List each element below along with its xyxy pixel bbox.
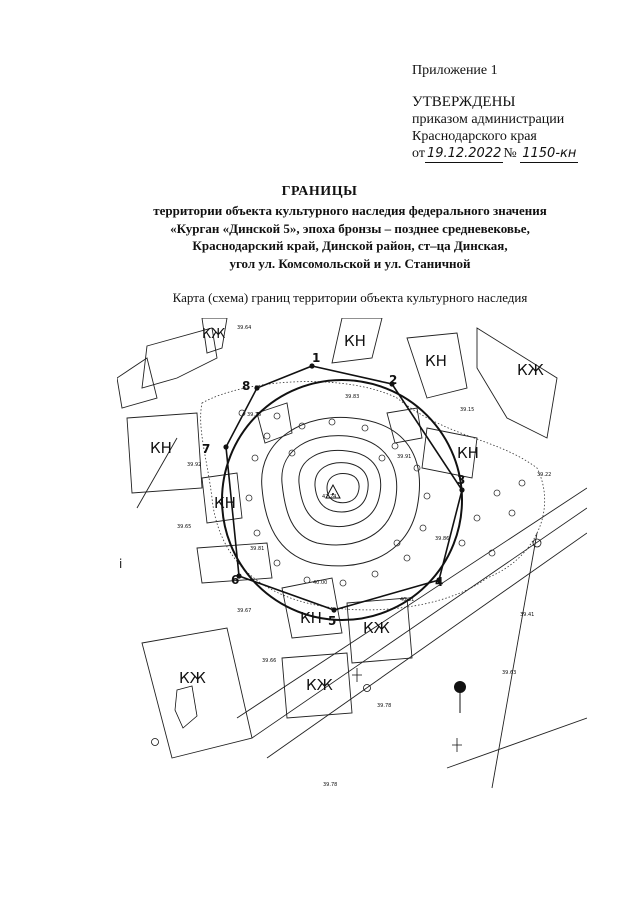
utility-symbol xyxy=(152,739,159,746)
number-sign: № xyxy=(503,146,517,161)
edge-mark: i xyxy=(119,557,123,571)
building-outline xyxy=(117,358,157,408)
elevation-label: 39.66 xyxy=(262,658,277,664)
elevation-label: 39.81 xyxy=(250,546,265,552)
boundary-point-label: 4 xyxy=(435,575,444,589)
tree-symbol xyxy=(392,443,398,449)
tree-symbol xyxy=(494,490,500,496)
page-title: ГРАНИЦЫ xyxy=(281,184,358,199)
boundary-point-label: 8 xyxy=(242,379,251,393)
tree-symbol xyxy=(420,525,426,531)
road-line xyxy=(447,718,587,768)
tree-symbol xyxy=(362,425,368,431)
subtitle-line: территории объекта культурного наследия федерального значения xyxy=(153,203,547,218)
elevation-label: 39.83 xyxy=(345,394,360,400)
elevation-label: 39.78 xyxy=(377,703,392,709)
boundary-point-label: 7 xyxy=(202,442,211,456)
building-outline xyxy=(142,628,252,758)
contour-line xyxy=(282,436,397,545)
tree-symbol xyxy=(509,510,515,516)
boundary-vertex xyxy=(254,385,259,390)
pole-symbol xyxy=(352,668,362,682)
elevation-label: 39.91 xyxy=(397,454,412,460)
subtitle xyxy=(100,202,600,272)
survey-marker xyxy=(454,681,466,693)
elevation-label: 39.67 xyxy=(237,608,252,614)
building-outline xyxy=(387,408,422,443)
building-type-label: КЖ xyxy=(306,676,333,694)
boundary-point-label: 2 xyxy=(389,373,398,387)
boundary-map xyxy=(117,318,587,798)
elevation-label: 39.86 xyxy=(435,536,450,542)
building-type-label: КЖ xyxy=(202,327,226,342)
tree-symbol xyxy=(289,450,295,456)
building-type-label: КН xyxy=(457,444,479,462)
boundary-polygon xyxy=(226,366,462,610)
road-line xyxy=(237,488,587,718)
approved-label: УТВЕРЖДЕНЫ xyxy=(412,94,516,110)
approval-date: 19.12.2022 xyxy=(426,146,502,161)
elevation-label: 40.00 xyxy=(313,580,328,586)
boundary-point-label: 1 xyxy=(312,351,321,365)
building-type-label: КЖ xyxy=(179,669,206,687)
elevation-label: 40.81 xyxy=(400,597,415,603)
elevation-label: 39.15 xyxy=(460,407,475,413)
elevation-label: 39.63 xyxy=(502,670,517,676)
building-type-label: КН xyxy=(344,332,366,350)
elevation-label: 39.22 xyxy=(537,472,552,478)
tree-symbol xyxy=(372,571,378,577)
tree-symbol xyxy=(424,493,430,499)
elevation-label: 39.92 xyxy=(187,462,202,468)
contour-line xyxy=(315,463,368,512)
approval-block xyxy=(412,62,578,163)
elevation-label: 39.78 xyxy=(323,782,338,788)
elevation-label: 39.41 xyxy=(520,612,535,618)
boundary-vertex xyxy=(331,607,336,612)
approval-number: 1150-кн xyxy=(522,146,577,161)
boundary-point-label: 6 xyxy=(231,573,240,587)
lot-shape xyxy=(175,686,197,728)
building-type-label: КН xyxy=(214,494,236,512)
map-caption: Карта (схема) границ территории объекта культурного наследия xyxy=(172,290,528,305)
approval-line-2: Краснодарского края xyxy=(412,129,537,144)
elevation-label: 39.64 xyxy=(237,325,252,331)
tree-symbol xyxy=(264,433,270,439)
tree-symbol xyxy=(274,413,280,419)
approval-date-line xyxy=(412,145,578,163)
boundary-point-label: 3 xyxy=(457,473,466,487)
building-type-label: КН xyxy=(150,439,172,457)
tree-symbol xyxy=(246,495,252,501)
appendix-label: Приложение 1 xyxy=(412,63,498,78)
road-line xyxy=(267,533,587,758)
elevation-label: 39.65 xyxy=(177,524,192,530)
tree-symbol xyxy=(459,540,465,546)
pole-symbol xyxy=(452,738,462,752)
subtitle-line: угол ул. Комсомольской и ул. Станичной xyxy=(229,255,471,271)
building-type-label: КН xyxy=(425,352,447,370)
boundary-vertex xyxy=(459,487,464,492)
building-outline xyxy=(257,403,292,443)
subtitle-line: Краснодарский край, Динской район, ст–ца Динская, xyxy=(192,238,508,253)
contour-line xyxy=(262,417,420,566)
building-type-label: КЖ xyxy=(363,619,390,637)
approval-line-1: приказом администрации xyxy=(412,112,565,127)
tree-symbol xyxy=(474,515,480,521)
elevation-label: 42.24 xyxy=(322,494,337,500)
subtitle-line: «Курган «Динской 5», эпоха бронзы – позднее средневековье, xyxy=(170,220,530,236)
elevation-label: 39.75 xyxy=(247,412,262,418)
building-type-label: КН xyxy=(300,609,322,627)
from-label: от xyxy=(412,146,425,161)
tree-symbol xyxy=(329,419,335,425)
tree-symbol xyxy=(379,455,385,461)
tree-symbol xyxy=(252,455,258,461)
utility-symbol xyxy=(533,539,541,547)
building-type-label: КЖ xyxy=(517,361,544,379)
tree-symbol xyxy=(274,560,280,566)
tree-symbol xyxy=(519,480,525,486)
tree-symbol xyxy=(304,577,310,583)
tree-symbol xyxy=(340,580,346,586)
boundary-vertex xyxy=(223,444,228,449)
tree-symbol xyxy=(254,530,260,536)
tree-symbol xyxy=(404,555,410,561)
boundary-point-label: 5 xyxy=(328,614,337,628)
building-outline xyxy=(477,328,557,438)
